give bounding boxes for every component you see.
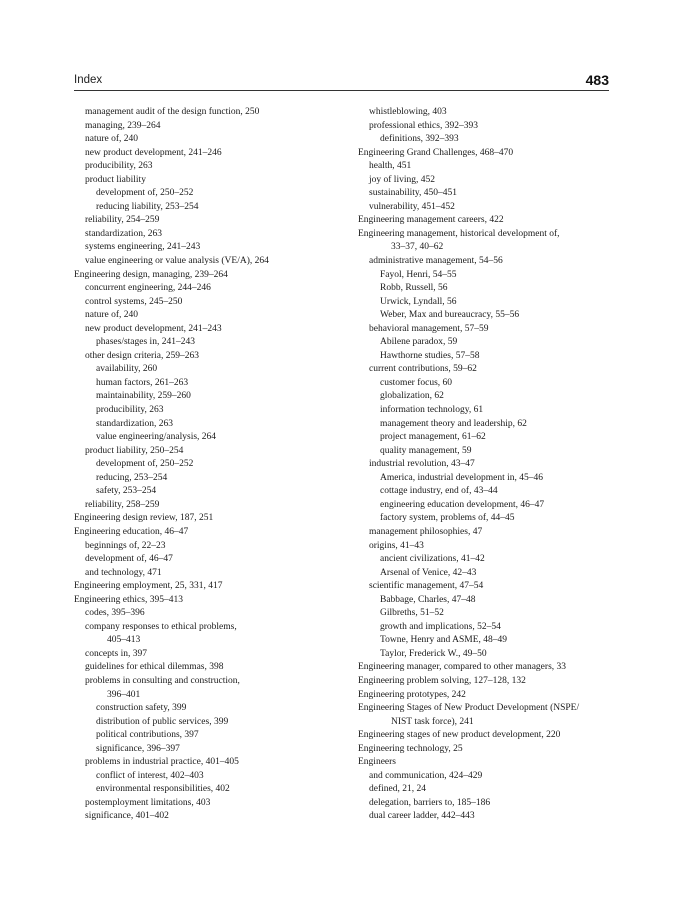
index-main-entry: Engineering stages of new product development, 220: [358, 730, 561, 741]
index-subentry: 33–37, 40–62: [391, 242, 444, 253]
index-main-entry: Engineering design review, 187, 251: [74, 513, 214, 524]
index-subentry: Weber, Max and bureaucracy, 55–56: [380, 310, 520, 321]
index-subentry: origins, 41–43: [369, 540, 424, 551]
index-subentry: ancient civilizations, 41–42: [380, 554, 485, 565]
header-title: Index: [74, 74, 103, 86]
index-subentry: significance, 401–402: [85, 811, 169, 822]
index-subentry: Fayol, Henri, 54–55: [380, 269, 457, 280]
index-subentry: Taylor, Frederick W., 49–50: [380, 648, 487, 659]
index-subentry: vulnerability, 451–452: [369, 201, 455, 212]
index-subentry: phases/stages in, 241–243: [96, 337, 195, 348]
index-main-entry: Engineering problem solving, 127–128, 132: [358, 675, 526, 686]
index-subentry: control systems, 245–250: [85, 296, 183, 307]
index-subentry: safety, 253–254: [96, 486, 157, 497]
index-subentry: current contributions, 59–62: [369, 364, 477, 375]
index-subentry: cottage industry, end of, 43–44: [380, 486, 498, 497]
index-subentry: and communication, 424–429: [369, 770, 483, 781]
index-subentry: producibility, 263: [85, 161, 153, 172]
index-subentry: Abilene paradox, 59: [380, 337, 458, 348]
index-subentry: delegation, barriers to, 185–186: [369, 797, 491, 808]
index-subentry: Arsenal of Venice, 42–43: [380, 567, 477, 578]
index-subentry: industrial revolution, 43–47: [369, 459, 475, 470]
index-subentry: customer focus, 60: [380, 377, 453, 388]
index-main-entry: Engineering prototypes, 242: [358, 689, 466, 700]
index-subentry: codes, 395–396: [85, 608, 145, 619]
index-subentry: product liability: [85, 174, 146, 185]
index-subentry: significance, 396–397: [96, 743, 180, 754]
index-subentry: scientific management, 47–54: [369, 581, 484, 592]
index-main-entry: Engineering management, historical development of,: [358, 228, 560, 239]
index-subentry: concepts in, 397: [85, 648, 148, 659]
index-main-entry: Engineering design, managing, 239–264: [74, 269, 228, 280]
index-main-entry: Engineering technology, 25: [358, 743, 463, 754]
index-subentry: problems in industrial practice, 401–405: [85, 757, 239, 768]
index-subentry: conflict of interest, 402–403: [96, 770, 204, 781]
index-subentry: factory system, problems of, 44–45: [380, 513, 515, 524]
index-subentry: Robb, Russell, 56: [380, 283, 448, 294]
index-subentry: Hawthorne studies, 57–58: [380, 350, 480, 361]
index-subentry: Gilbreths, 51–52: [380, 608, 444, 619]
index-subentry: globalization, 62: [380, 391, 444, 402]
index-subentry: value engineering or value analysis (VE/A), 264: [85, 256, 269, 267]
index-subentry: growth and implications, 52–54: [380, 621, 501, 632]
index-subentry: sustainability, 450–451: [369, 188, 458, 199]
index-main-entry: Engineering management careers, 422: [358, 215, 504, 226]
index-column-left: [74, 106, 336, 824]
index-subentry: construction safety, 399: [96, 703, 187, 714]
index-main-entry: Engineering manager, compared to other managers, 33: [358, 662, 567, 673]
index-subentry: reducing liability, 253–254: [96, 201, 199, 212]
index-subentry: project management, 61–62: [380, 432, 486, 443]
index-subentry: standardization, 263: [85, 228, 163, 239]
index-main-entry: Engineering Grand Challenges, 468–470: [358, 147, 514, 158]
index-subentry: maintainability, 259–260: [96, 391, 191, 402]
index-subentry: 405–413: [107, 635, 141, 646]
index-subentry: development of, 250–252: [96, 188, 194, 199]
index-subentry: nature of, 240: [85, 134, 139, 145]
index-subentry: value engineering/analysis, 264: [96, 432, 217, 443]
index-main-entry: Engineering education, 46–47: [74, 526, 189, 537]
running-header: [74, 70, 609, 91]
index-subentry: professional ethics, 392–393: [369, 120, 478, 131]
index-subentry: engineering education development, 46–47: [380, 499, 545, 510]
index-main-entry: Engineering Stages of New Product Development (NSPE/: [358, 703, 580, 714]
index-subentry: availability, 260: [96, 364, 158, 375]
index-subentry: administrative management, 54–56: [369, 256, 503, 267]
index-subentry: environmental responsibilities, 402: [96, 784, 230, 795]
index-subentry: producibility, 263: [96, 405, 164, 416]
index-subentry: standardization, 263: [96, 418, 174, 429]
index-subentry: concurrent engineering, 244–246: [85, 283, 211, 294]
index-subentry: whistleblowing, 403: [369, 107, 447, 117]
index-main-entry: Engineering ethics, 395–413: [74, 594, 183, 605]
index-subentry: behavioral management, 57–59: [369, 323, 489, 334]
index-subentry: postemployment limitations, 403: [85, 797, 211, 808]
index-subentry: other design criteria, 259–263: [85, 350, 199, 361]
index-subentry: defined, 21, 24: [369, 784, 426, 795]
index-subentry: management philosophies, 47: [369, 526, 483, 537]
index-subentry: management audit of the design function, 250: [85, 107, 260, 117]
index-subentry: NIST task force), 241: [391, 716, 474, 727]
index-subentry: new product development, 241–243: [85, 323, 222, 334]
index-subentry: distribution of public services, 399: [96, 716, 229, 727]
index-subentry: Towne, Henry and ASME, 48–49: [380, 635, 508, 646]
index-subentry: new product development, 241–246: [85, 147, 222, 158]
index-subentry: reliability, 254–259: [85, 215, 160, 226]
index-subentry: Urwick, Lyndall, 56: [380, 296, 457, 307]
index-subentry: development of, 250–252: [96, 459, 194, 470]
index-subentry: definitions, 392–393: [380, 134, 459, 145]
index-subentry: and technology, 471: [85, 567, 162, 578]
index-subentry: management theory and leadership, 62: [380, 418, 527, 429]
index-main-entry: Engineering employment, 25, 331, 417: [74, 581, 223, 592]
index-subentry: Babbage, Charles, 47–48: [380, 594, 476, 605]
index-subentry: reliability, 258–259: [85, 499, 160, 510]
index-subentry: dual career ladder, 442–443: [369, 811, 475, 822]
index-subentry: problems in consulting and construction,: [85, 675, 240, 686]
index-subentry: beginnings of, 22–23: [85, 540, 166, 551]
index-main-entry: Engineers: [358, 757, 396, 768]
index-subentry: systems engineering, 241–243: [85, 242, 201, 253]
index-subentry: joy of living, 452: [369, 174, 435, 185]
index-subentry: information technology, 61: [380, 405, 484, 416]
index-column-right: [358, 106, 620, 824]
index-subentry: health, 451: [369, 161, 412, 172]
index-subentry: product liability, 250–254: [85, 445, 184, 456]
index-subentry: America, industrial development in, 45–46: [380, 472, 544, 483]
index-subentry: 396–401: [107, 689, 141, 700]
index-subentry: human factors, 261–263: [96, 377, 189, 388]
index-subentry: reducing, 253–254: [96, 472, 168, 483]
page-number: 483: [585, 72, 609, 88]
index-subentry: quality management, 59: [380, 445, 472, 456]
index-subentry: political contributions, 397: [96, 730, 199, 741]
index-subentry: company responses to ethical problems,: [85, 621, 237, 632]
index-subentry: guidelines for ethical dilemmas, 398: [85, 662, 224, 673]
index-subentry: managing, 239–264: [85, 120, 161, 131]
index-subentry: development of, 46–47: [85, 554, 173, 565]
index-subentry: nature of, 240: [85, 310, 139, 321]
